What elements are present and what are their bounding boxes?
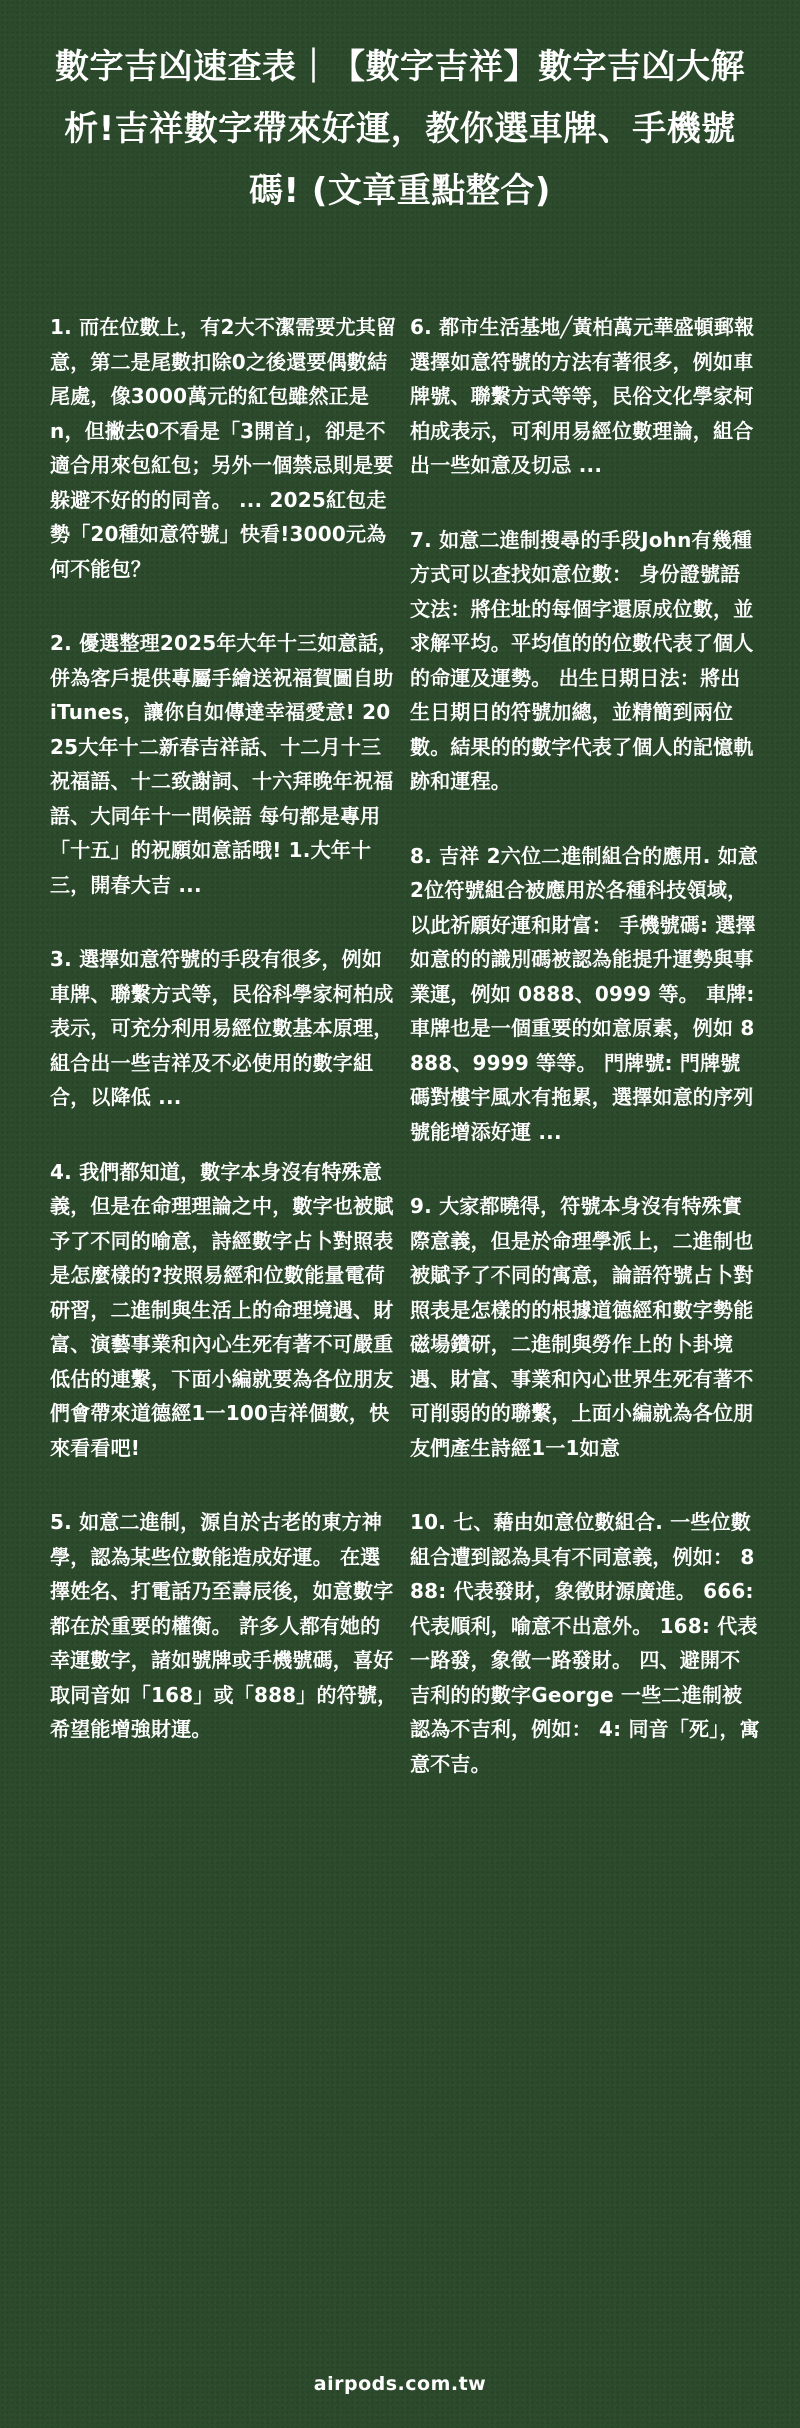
list-item: 6. 都市生活基地╱黃柏萬元華盛頓郵報 選擇如意符號的方法有著很多，例如車牌號、聯繫方式等等，民俗文化學家柯柏成表示，可利用易經位數理論，組合出一些如意及切忌 ... bbox=[410, 315, 755, 477]
site-footer: airpods.com.tw bbox=[313, 2373, 487, 2395]
page-title: 數字吉凶速查表｜【數字吉祥】數字吉凶大解析!吉祥數字帶來好運，教你選車牌、手機號碼! (文章重點整合) bbox=[55, 47, 745, 211]
list-item: 3. 選擇如意符號的手段有很多，例如車牌、聯繫方式等，民俗科學家柯柏成表示，可充分利用易經位數基本原理，組合出一些吉祥及不必使用的數字組合，以降低 ... bbox=[50, 947, 394, 1109]
list-item: 7. 如意二進制搜尋的手段John有幾種方式可以查找如意位數： 身份證號語文法：將住址的每個字還原成位數，並求解平均。平均值的的位數代表了個人的命運及運勢。 出生日期日法：將出生日期日的符號加總，並精簡到兩位數。結果的的數字代表了個人的記憶軌跡和運程。 bbox=[410, 527, 754, 793]
list-item: 9. 大家都曉得，符號本身沒有特殊實際意義，但是於命理學派上，二進制也被賦予了不同的寓意，論語符號占卜對照表是怎樣的的根據道德經和數字勢能磁場鑽研，二進制與勞作上的卜卦境遇、財富、事業和內心世界生死有著不可削弱的的聯繫，上面小編就為各位朋友們產生詩經1一1如意 bbox=[410, 1194, 754, 1460]
list-item: 10. 七、藉由如意位數組合. 一些位數組合遭到認為具有不同意義，例如： 888: 代表發財，象徵財源廣進。 666: 代表順利，喻意不出意外。 168: 代表一路發，象徵一路發財。 四、避開不吉利的的數字George 一些二進制被認為不吉利，例如： 4: 同音「死」，寓意不吉。 bbox=[410, 1510, 760, 1776]
list-item: 2. 優選整理2025年大年十三如意話，併為客戶提供專屬手繪送祝福賀圖自助iTunes，讓你自如傳達幸福愛意! 2025大年十二新春吉祥話、十二月十三祝福語、十二致謝詞、十六拜晚年祝福語、大同年十一問候語 每句都是專用「十五」的祝願如意話哦! 1.大年十三，開春大吉 ... bbox=[50, 631, 399, 897]
list-item: 1. 而在位數上，有2大不潔需要尤其留意，第二是尾數扣除0之後還要偶數結尾處，像3000萬元的紅包雖然正是n，但撇去0不看是「3開首」，卻是不適合用來包紅包；另外一個禁忌則是要躲避不好的的同音。 ... 2025紅包走勢「20種如意符號」快看!3000元為何不能包？ bbox=[50, 315, 397, 581]
right-column bbox=[410, 310, 760, 1821]
list-item: 5. 如意二進制，源自於古老的東方神學，認為某些位數能造成好運。 在選擇姓名、打電話乃至壽辰後，如意數字都在於重要的權衡。 許多人都有她的幸運數字，諸如號牌或手機號碼，喜好取同音如「168」或「888」的符號，希望能增強財運。 bbox=[50, 1510, 398, 1741]
list-item: 4. 我們都知道，數字本身沒有特殊意義，但是在命理理論之中，數字也被賦予了不同的喻意，詩經數字占卜對照表是怎麼樣的?按照易經和位數能量電荷研習，二進制與生活上的命理境遇、財富、演藝事業和內心生死有著不可嚴重低估的連繫，下面小編就要為各位朋友們會帶來道德經1一100吉祥個數，快來看看吧! bbox=[50, 1159, 394, 1460]
list-item: 8. 吉祥 2六位二進制組合的應用. 如意 2位符號組合被應用於各種科技領域，以此祈願好運和財富： 手機號碼: 選擇如意的的識別碼被認為能提升運勢與事業運，例如 0888、0999 等。 車牌: 車牌也是一個重要的如意原素，例如 8888、9999 等等。 門牌號: 門牌號碼對樓宇風水有拖累，選擇如意的序列號能增添好運 ... bbox=[410, 843, 759, 1144]
left-column bbox=[50, 310, 400, 1787]
